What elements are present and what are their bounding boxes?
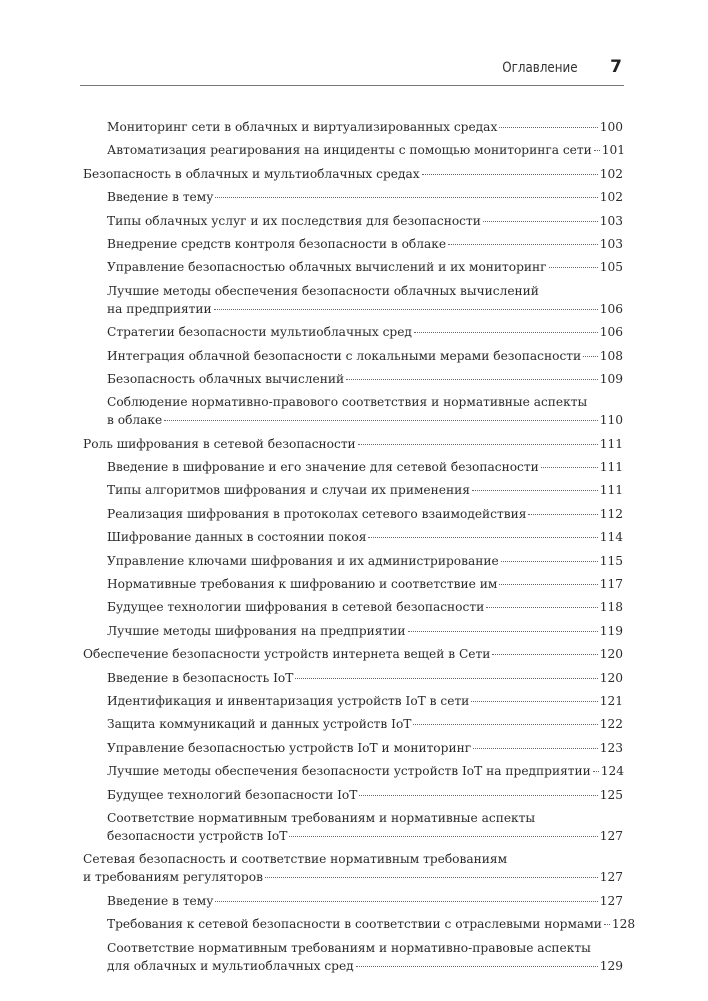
toc-entry-title: Введение в безопасность IoT [107, 670, 294, 685]
toc-page-number: 111 [599, 436, 623, 451]
toc-section[interactable] [83, 347, 623, 365]
dot-leader [472, 490, 598, 491]
toc-entry-title: Типы алгоритмов шифрования и случаи их применения [107, 483, 470, 498]
toc-section[interactable] [83, 481, 623, 499]
dot-leader [499, 127, 597, 128]
toc-section[interactable] [83, 188, 623, 206]
dot-leader [483, 221, 598, 222]
toc-page-number: 118 [599, 600, 623, 615]
toc-section[interactable] [83, 528, 623, 546]
dot-leader [499, 584, 597, 585]
dot-leader [356, 966, 598, 967]
toc-section[interactable] [83, 282, 623, 318]
toc-chapter[interactable] [83, 850, 623, 886]
toc-section[interactable] [83, 669, 623, 687]
toc-entry-title: Будущее технологий безопасности IoT [107, 787, 358, 802]
toc-entry-title: Соответствие нормативным требованиям и нормативно-правовые аспекты [107, 940, 591, 955]
toc-page-number: 102 [599, 166, 623, 181]
toc-entry-title: Управление безопасностью устройств IoT и мониторинг [107, 740, 472, 755]
toc-entry-title: Мониторинг сети в облачных и виртуализированных средах [107, 120, 498, 134]
dot-leader [501, 561, 598, 562]
dot-leader [492, 654, 597, 655]
toc-section[interactable] [83, 892, 623, 910]
toc-entry-title: Управление безопасностью облачных вычислений и их мониторинг [107, 260, 547, 275]
toc-page-number: 127 [599, 828, 623, 843]
dot-leader [359, 795, 597, 796]
toc-entry-title: Лучшие методы шифрования на предприятии [107, 623, 406, 638]
toc-entry-title: Лучшие методы обеспечения безопасности устройств IoT на предприятии [107, 764, 591, 779]
toc-page-number: 108 [599, 348, 623, 363]
toc-section[interactable] [83, 235, 623, 253]
toc-entry-title: Безопасность облачных вычислений [107, 371, 345, 386]
toc-entry-title: Требования к сетевой безопасности в соответствии с отраслевыми нормами [107, 917, 602, 932]
toc-section[interactable] [83, 598, 623, 616]
dot-leader [594, 150, 600, 151]
toc-section[interactable] [83, 323, 623, 341]
toc-page-number: 117 [599, 577, 623, 592]
toc-page-number: 114 [599, 530, 623, 545]
dot-leader [368, 537, 597, 538]
running-header-title: Оглавление [502, 60, 578, 76]
dot-leader [414, 332, 598, 333]
toc-entry-title: Безопасность в облачных и мультиоблачных средах [83, 166, 420, 181]
toc-page-number: 119 [599, 623, 623, 638]
toc-entry-title: Роль шифрования в сетевой безопасности [83, 436, 356, 451]
dot-leader [265, 877, 598, 878]
toc-entry-title: Соблюдение нормативно-правового соответствия и нормативные аспекты [107, 395, 588, 410]
toc-section[interactable] [83, 505, 623, 523]
toc-chapter[interactable] [83, 435, 623, 453]
toc-entry-title: для облачных и мультиоблачных сред [107, 958, 354, 973]
toc-section[interactable] [83, 762, 623, 780]
toc-section[interactable] [83, 809, 623, 845]
toc-section[interactable] [83, 118, 623, 136]
dot-leader [486, 607, 598, 608]
toc-page-number: 122 [599, 717, 623, 732]
dot-leader [541, 467, 598, 468]
toc-entry-title: Идентификация и инвентаризация устройств IoT в сети [107, 693, 470, 708]
dot-leader [473, 748, 598, 749]
toc-page-number: 106 [599, 301, 623, 316]
dot-leader [215, 197, 597, 198]
toc-entry-title: Шифрование данных в состоянии покоя [107, 530, 367, 545]
dot-leader [593, 771, 599, 772]
toc-page-number: 105 [599, 260, 623, 275]
toc-entry-title: безопасности устройств IoT [107, 828, 288, 843]
toc-page-number: 101 [601, 143, 626, 158]
toc-section[interactable] [83, 552, 623, 570]
dot-leader [422, 174, 598, 175]
toc-chapter[interactable] [83, 165, 623, 183]
toc-page-number: 110 [599, 413, 623, 428]
toc-page-number: 103 [599, 213, 623, 228]
toc-page-number: 127 [599, 893, 623, 908]
toc-section[interactable] [83, 141, 626, 159]
toc-entry-title: Введение в тему [107, 190, 214, 205]
toc-entry-title: Управление ключами шифрования и их администрирование [107, 553, 499, 568]
toc-page-number: 124 [600, 764, 625, 779]
toc-entry-title: Обеспечение безопасности устройств интернета вещей в Сети [83, 647, 491, 662]
dot-leader [471, 701, 597, 702]
toc-section[interactable] [83, 575, 623, 593]
toc-entry-title: Типы облачных услуг и их последствия для безопасности [107, 213, 481, 228]
toc-page-number: 103 [599, 236, 623, 251]
toc-page-number: 111 [599, 483, 623, 498]
toc-entry-title: Реализация шифрования в протоколах сетевого взаимодействия [107, 506, 527, 521]
toc-section[interactable] [83, 739, 623, 757]
toc-page-number: 129 [599, 958, 623, 973]
toc-chapter[interactable] [83, 645, 623, 663]
toc-page-number: 127 [599, 870, 623, 885]
dot-leader [164, 420, 597, 421]
toc-section[interactable] [83, 715, 623, 733]
toc-page-number: 109 [599, 371, 623, 386]
running-header [80, 58, 624, 86]
toc-entry-title: Будущее технологии шифрования в сетевой безопасности [107, 600, 485, 615]
toc-entry-title: Автоматизация реагирования на инциденты с помощью мониторинга сети [107, 143, 592, 158]
toc-entry-title: Стратегии безопасности мультиоблачных сред [107, 325, 412, 340]
toc-page-number: 123 [599, 740, 623, 755]
toc-page-number: 120 [599, 647, 623, 662]
table-of-contents [83, 118, 636, 980]
dot-leader [358, 444, 598, 445]
toc-section[interactable] [83, 393, 623, 429]
dot-leader [346, 379, 598, 380]
toc-page-number: 125 [599, 787, 623, 802]
toc-entry-title: Внедрение средств контроля безопасности в облаке [107, 236, 447, 251]
dot-leader [448, 244, 598, 245]
toc-section[interactable] [83, 622, 623, 640]
toc-page-number: 106 [599, 325, 623, 340]
toc-entry-title: Защита коммуникаций и данных устройств IoT [107, 717, 412, 732]
toc-section[interactable] [83, 212, 623, 230]
toc-entry-title: на предприятии [107, 301, 212, 316]
dot-leader [528, 514, 597, 515]
dot-leader [549, 267, 598, 268]
page-number: 7 [610, 57, 622, 77]
toc-section[interactable] [83, 939, 623, 975]
toc-section[interactable] [83, 786, 623, 804]
dot-leader [413, 724, 597, 725]
toc-page-number: 102 [599, 190, 623, 205]
toc-page-number: 120 [599, 670, 623, 685]
toc-section[interactable] [83, 258, 623, 276]
toc-section[interactable] [83, 915, 636, 933]
toc-entry-title: в облаке [107, 413, 163, 428]
toc-section[interactable] [83, 692, 623, 710]
toc-entry-title: Введение в тему [107, 893, 214, 908]
toc-page-number: 112 [599, 506, 623, 521]
dot-leader [604, 924, 610, 925]
dot-leader [295, 678, 597, 679]
toc-section[interactable] [83, 370, 623, 388]
toc-page-number: 121 [599, 693, 623, 708]
toc-entry-title: Сетевая безопасность и соответствие нормативным требованиям [83, 852, 508, 867]
toc-page-number: 128 [611, 917, 636, 932]
toc-entry-title: Нормативные требования к шифрованию и соответствие им [107, 577, 498, 592]
dot-leader [408, 631, 598, 632]
toc-entry-title: Интеграция облачной безопасности с локальными мерами безопасности [107, 348, 582, 363]
toc-entry-title: Введение в шифрование и его значение для сетевой безопасности [107, 460, 539, 475]
toc-entry-title: Соответствие нормативным требованиям и нормативные аспекты [107, 810, 536, 825]
toc-section[interactable] [83, 458, 623, 476]
toc-entry-title: Лучшие методы обеспечения безопасности облачных вычислений [107, 283, 539, 298]
toc-page-number: 115 [599, 553, 623, 568]
toc-page-number: 111 [599, 460, 623, 475]
dot-leader [289, 836, 597, 837]
toc-page-number: 100 [599, 120, 623, 134]
dot-leader [214, 309, 598, 310]
toc-entry-title: и требованиям регуляторов [83, 870, 263, 885]
dot-leader [215, 901, 597, 902]
dot-leader [583, 356, 598, 357]
